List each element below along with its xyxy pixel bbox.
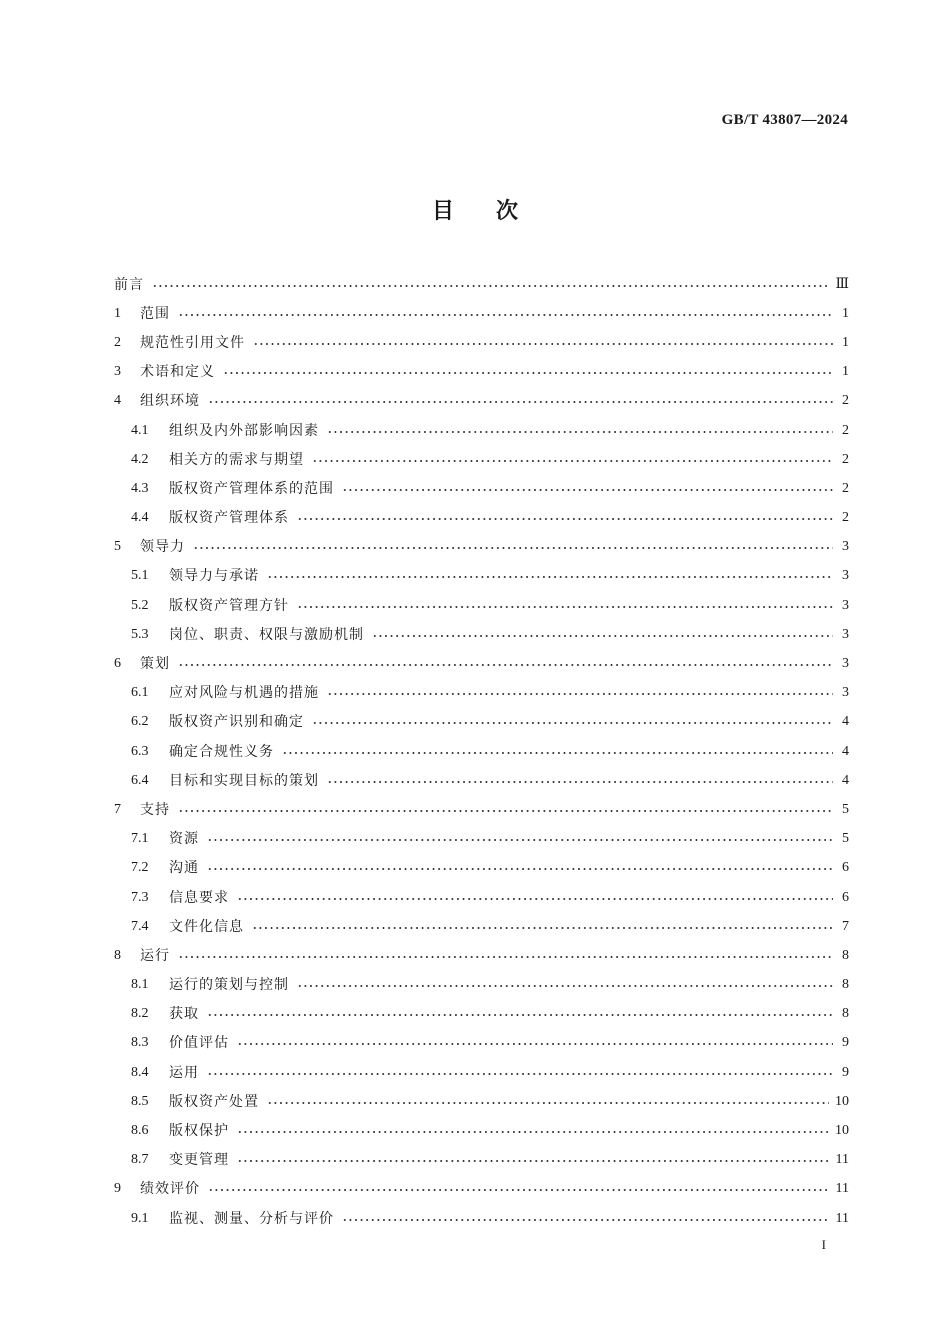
toc-entry-page: 2 [842, 422, 849, 438]
toc-entry[interactable] [114, 854, 849, 883]
toc-entry-number: 8.4 [131, 1064, 149, 1080]
toc-entry[interactable] [114, 941, 849, 970]
toc-entry-page: 7 [842, 918, 849, 934]
toc-entry-title: 沟通 [169, 860, 199, 877]
toc-dot-leader [207, 1014, 833, 1016]
toc-entry[interactable] [114, 299, 849, 328]
toc-entry-number: 6 [114, 656, 121, 672]
toc-entry[interactable] [114, 708, 849, 737]
toc-entry-title: 运行的策划与控制 [169, 977, 289, 994]
toc-dot-leader [237, 1043, 833, 1045]
toc-entry-number: 9.1 [131, 1210, 149, 1226]
toc-entry-page: 11 [835, 1152, 849, 1168]
toc-entry[interactable] [114, 387, 849, 416]
toc-entry-page: 2 [842, 393, 849, 409]
toc-entry[interactable] [114, 358, 849, 387]
toc-entry-title: 价值评估 [169, 1035, 229, 1052]
toc-dot-leader [253, 343, 833, 345]
toc-dot-leader [178, 664, 833, 666]
toc-dot-leader [267, 1102, 829, 1104]
toc-entry[interactable] [114, 416, 849, 445]
toc-dot-leader [237, 898, 833, 900]
toc-entry-title: 策划 [140, 656, 170, 673]
toc-entry-number: 4.2 [131, 451, 149, 467]
toc-entry-number: 2 [114, 334, 121, 350]
toc-entry[interactable] [114, 883, 849, 912]
toc-entry-title: 领导力与承诺 [169, 568, 259, 585]
toc-entry-page: 6 [842, 889, 849, 905]
toc-entry-title: 目标和实现目标的策划 [169, 772, 319, 789]
toc-entry-title: 版权保护 [169, 1123, 229, 1140]
toc-entry-page: 2 [842, 510, 849, 526]
toc-entry-title: 运行 [140, 947, 170, 964]
toc-entry[interactable] [114, 1116, 849, 1145]
toc-entry[interactable] [114, 679, 849, 708]
toc-entry-page: 8 [842, 947, 849, 963]
toc-entry-page: 1 [842, 334, 849, 350]
toc-entry-number: 8.3 [131, 1035, 149, 1051]
toc-entry-title: 应对风险与机遇的措施 [169, 685, 319, 702]
toc-entry[interactable] [114, 270, 849, 299]
toc-entry-number: 7.1 [131, 831, 149, 847]
toc-entry-number: 7.3 [131, 889, 149, 905]
toc-entry-title: 运用 [169, 1064, 199, 1081]
toc-entry-number: 9 [114, 1181, 121, 1197]
toc-entry[interactable] [114, 562, 849, 591]
toc-entry-number: 6.1 [131, 685, 149, 701]
toc-entry-title: 岗位、职责、权限与激励机制 [169, 626, 364, 643]
toc-entry-title: 获取 [169, 1006, 199, 1023]
toc-entry-page: 2 [842, 451, 849, 467]
toc-entry-title: 版权资产管理体系 [169, 510, 289, 527]
toc-entry-number: 5 [114, 539, 121, 555]
toc-entry-title: 版权资产管理体系的范围 [169, 480, 334, 497]
toc-entry-number: 1 [114, 305, 121, 321]
toc-entry-title: 规范性引用文件 [140, 334, 245, 351]
toc-entry[interactable] [114, 795, 849, 824]
toc-entry[interactable] [114, 649, 849, 678]
toc-entry-page: 3 [842, 597, 849, 613]
toc-entry-page: Ⅲ [835, 276, 849, 292]
toc-entry-title: 术语和定义 [140, 364, 215, 381]
toc-entry-number: 3 [114, 364, 121, 380]
toc-dot-leader [297, 606, 833, 608]
toc-entry-title: 监视、测量、分析与评价 [169, 1210, 334, 1227]
toc-entry-number: 4 [114, 393, 121, 409]
toc-entry-title: 前言 [114, 276, 144, 293]
toc-entry[interactable] [114, 737, 849, 766]
toc-entry[interactable] [114, 445, 849, 474]
toc-entry-title: 资源 [169, 831, 199, 848]
toc-dot-leader [207, 1073, 833, 1075]
toc-dot-leader [282, 752, 833, 754]
toc-entry-page: 3 [842, 539, 849, 555]
toc-entry-number: 8.1 [131, 977, 149, 993]
toc-entry[interactable] [114, 504, 849, 533]
toc-dot-leader [152, 285, 829, 287]
toc-entry-page: 8 [842, 977, 849, 993]
toc-entry-number: 4.3 [131, 480, 149, 496]
toc-entry-page: 8 [842, 1006, 849, 1022]
toc-entry[interactable] [114, 1000, 849, 1029]
toc-entry[interactable] [114, 533, 849, 562]
toc-entry-title: 文件化信息 [169, 918, 244, 935]
toc-entry-page: 6 [842, 860, 849, 876]
toc-entry-page: 2 [842, 480, 849, 496]
toc-dot-leader [207, 868, 833, 870]
toc-entry[interactable] [114, 474, 849, 503]
toc-dot-leader [223, 372, 833, 374]
toc-dot-leader [178, 956, 833, 958]
toc-entry-number: 6.2 [131, 714, 149, 730]
toc-entry[interactable] [114, 1146, 849, 1175]
toc-entry-page: 3 [842, 685, 849, 701]
toc-entry-page: 3 [842, 626, 849, 642]
toc-dot-leader [297, 518, 833, 520]
toc-dot-leader [342, 1219, 830, 1221]
toc-entry-number: 5.3 [131, 626, 149, 642]
toc-dot-leader [327, 781, 833, 783]
toc-entry-title: 支持 [140, 801, 170, 818]
toc-entry-number: 7.2 [131, 860, 149, 876]
toc-entry-page: 10 [835, 1123, 849, 1139]
toc-entry-page: 9 [842, 1035, 849, 1051]
toc-entry-page: 4 [842, 772, 849, 788]
toc-entry[interactable] [114, 825, 849, 854]
toc-entry-title: 组织环境 [140, 393, 200, 410]
toc-entry[interactable] [114, 620, 849, 649]
toc-entry[interactable] [114, 591, 849, 620]
toc-entry-title: 版权资产处置 [169, 1093, 259, 1110]
toc-dot-leader [327, 693, 833, 695]
toc-entry-page: 1 [842, 305, 849, 321]
toc-entry[interactable] [114, 1058, 849, 1087]
toc-entry[interactable] [114, 971, 849, 1000]
toc-entry[interactable] [114, 1029, 849, 1058]
toc-entry[interactable] [114, 1204, 849, 1233]
toc-dot-leader [342, 489, 833, 491]
toc-dot-leader [312, 722, 833, 724]
toc-dot-leader [193, 547, 833, 549]
toc-entry-number: 8.2 [131, 1006, 149, 1022]
toc-entry-title: 领导力 [140, 539, 185, 556]
toc-entry-page: 11 [835, 1181, 849, 1197]
toc-entry-number: 6.3 [131, 743, 149, 759]
toc-entry-number: 4.1 [131, 422, 149, 438]
toc-entry-number: 8.7 [131, 1152, 149, 1168]
toc-entry-page: 4 [842, 743, 849, 759]
toc-dot-leader [207, 839, 833, 841]
toc-entry-number: 7 [114, 801, 121, 817]
toc-entry-number: 5.1 [131, 568, 149, 584]
toc-dot-leader [208, 1189, 830, 1191]
toc-dot-leader [267, 576, 833, 578]
toc-entry-title: 绩效评价 [140, 1181, 200, 1198]
toc-entry-page: 9 [842, 1064, 849, 1080]
toc-dot-leader [372, 635, 833, 637]
standard-code: GB/T 43807—2024 [721, 112, 848, 128]
toc-entry[interactable] [114, 1087, 849, 1116]
toc-entry-number: 8.6 [131, 1123, 149, 1139]
toc-entry-page: 3 [842, 656, 849, 672]
toc-dot-leader [252, 927, 833, 929]
toc-dot-leader [178, 810, 833, 812]
toc-entry-number: 5.2 [131, 597, 149, 613]
toc-entry[interactable] [114, 1175, 849, 1204]
toc-dot-leader [178, 314, 833, 316]
toc-entry-title: 组织及内外部影响因素 [169, 422, 319, 439]
toc-entry[interactable] [114, 912, 849, 941]
toc-entry-number: 8.5 [131, 1093, 149, 1109]
toc-entry-page: 4 [842, 714, 849, 730]
toc-entry-title: 变更管理 [169, 1152, 229, 1169]
toc-entry[interactable] [114, 766, 849, 795]
toc-entry-page: 11 [835, 1210, 849, 1226]
footer-page-number: I [821, 1237, 826, 1252]
toc-entry-number: 7.4 [131, 918, 149, 934]
toc-entry-title: 信息要求 [169, 889, 229, 906]
page-title: 目次 [431, 199, 560, 224]
toc-dot-leader [237, 1160, 830, 1162]
toc-dot-leader [312, 460, 833, 462]
toc-entry-title: 版权资产管理方针 [169, 597, 289, 614]
toc-dot-leader [327, 431, 833, 433]
toc-entry-title: 范围 [140, 305, 170, 322]
toc-dot-leader [208, 401, 833, 403]
toc-entry[interactable] [114, 328, 849, 357]
toc-entry-number: 4.4 [131, 510, 149, 526]
toc-dot-leader [297, 985, 833, 987]
toc-entry-number: 8 [114, 947, 121, 963]
toc-entry-title: 相关方的需求与期望 [169, 451, 304, 468]
toc-entry-title: 版权资产识别和确定 [169, 714, 304, 731]
toc-entry-number: 6.4 [131, 772, 149, 788]
toc-entry-page: 5 [842, 801, 849, 817]
toc-entry-page: 10 [835, 1093, 849, 1109]
toc-entry-page: 1 [842, 364, 849, 380]
table-of-contents [114, 270, 849, 1233]
toc-entry-title: 确定合规性义务 [169, 743, 274, 760]
toc-entry-page: 3 [842, 568, 849, 584]
toc-dot-leader [237, 1131, 829, 1133]
toc-entry-page: 5 [842, 831, 849, 847]
